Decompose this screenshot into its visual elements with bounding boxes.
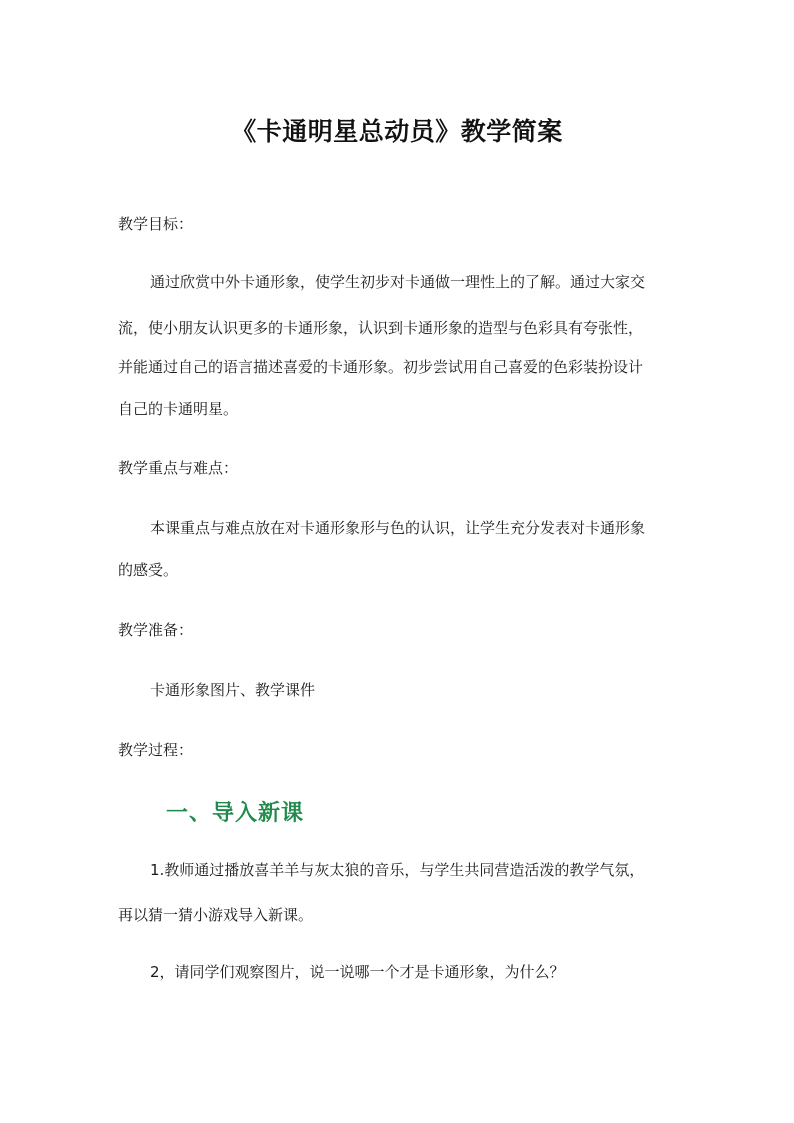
document-title: 《卡通明星总动员》教学简案	[231, 117, 563, 146]
step1-line-2: 再以猜一猜小游戏导入新课。	[118, 906, 314, 924]
objectives-heading: 教学目标：	[118, 215, 194, 233]
objectives-line-1: 通过欣赏中外卡通形象，使学生初步对卡通做一理性上的了解。通过大家交	[150, 273, 646, 291]
objectives-line-4: 自己的卡通明星。	[118, 400, 239, 418]
objectives-line-2: 流，使小朋友认识更多的卡通形象，认识到卡通形象的造型与色彩具有夸张性，	[118, 319, 644, 337]
key-points-line-2: 的感受。	[118, 561, 179, 579]
preparation-heading: 教学准备：	[118, 621, 194, 639]
step2-line: 2，请同学们观察图片，说一说哪一个才是卡通形象，为什么？	[150, 963, 565, 981]
preparation-text: 卡通形象图片、教学课件	[150, 681, 316, 699]
step1-line-1: 1.教师通过播放喜羊羊与灰太狼的音乐，与学生共同营造活泼的教学气氛，	[150, 861, 645, 879]
key-points-heading: 教学重点与难点：	[118, 459, 239, 477]
key-points-line-1: 本课重点与难点放在对卡通形象形与色的认识，让学生充分发表对卡通形象	[150, 519, 646, 537]
objectives-line-3: 并能通过自己的语言描述喜爱的卡通形象。初步尝试用自己喜爱的色彩装扮设计	[118, 358, 644, 376]
part1-title: 一、导入新课	[166, 801, 305, 826]
process-heading: 教学过程：	[118, 741, 194, 759]
